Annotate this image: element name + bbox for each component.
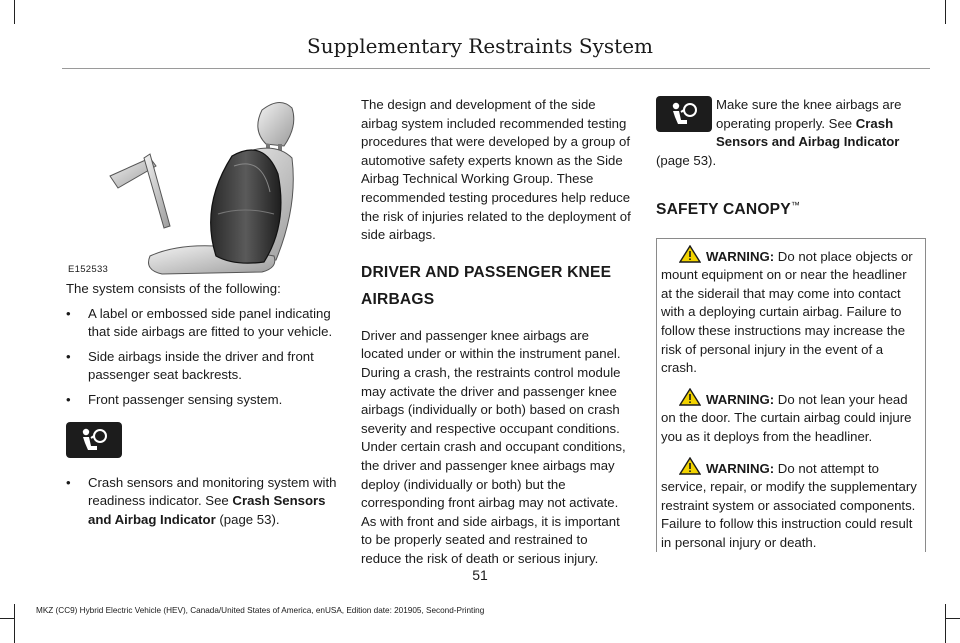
column-right (656, 96, 926, 552)
bullet-glyph: • (66, 348, 71, 364)
footer-edition-text: MKZ (CC9) Hybrid Electric Vehicle (HEV), Canada/United States of America, enUSA, Edition date: 201905, Second-Printing (36, 606, 485, 615)
bullet-glyph: • (66, 305, 71, 321)
warning-item: WARNING: Do not lean your head on the door. The curtain airbag could injure you as it deploys from the headliner. (661, 388, 921, 447)
page-reference: (page 53). (656, 152, 717, 168)
safety-canopy-heading: SAFETY CANOPY™ (656, 200, 801, 219)
warning-box (656, 238, 926, 553)
warning-triangle-icon (679, 388, 701, 406)
knee-airbags-paragraph: Driver and passenger knee airbags are located under or within the instrument panel. During a crash, the restraints control module may activate the driver and passenger knee airbags (individually or both) based on crash severity and respective occupant conditions. Under certain crash and occupant conditions, the driver and passenger knee airbags may deploy (individually or both) but the corresponding front airbag may not activate. As with front and side airbags, it is important to be properly seated and restrained to reduce the risk of death or serious injury. (361, 327, 626, 566)
column-middle (361, 96, 631, 568)
warning-triangle-icon (679, 457, 701, 475)
bullet-glyph: • (66, 391, 71, 407)
system-components-list (66, 305, 338, 410)
crop-mark-bottom-left-v (14, 604, 15, 643)
seat-airbag-figure (66, 96, 338, 276)
warning-item: WARNING: Do not place objects or mount equipment on or near the headliner at the siderail that may come into contact with a deploying curtain airbag. Failure to follow these instructions may increase the risk of personal injury in the event of a crash. (661, 245, 921, 378)
crop-mark-bottom-right-h (946, 618, 960, 619)
warning-triangle-icon (679, 245, 701, 263)
list-item: • Side airbags inside the driver and front passenger seat backrests. (66, 348, 314, 383)
crash-sensor-list (66, 474, 338, 530)
seat-side-airbag-illustration (66, 96, 338, 276)
column-left (66, 96, 338, 535)
airbag-indicator-icon (656, 96, 712, 132)
figure-code: E152533 (68, 264, 109, 275)
list-item: • Crash sensors and monitoring system with readiness indicator. See Crash Sensors and Airbag Indicator (page 53). (66, 474, 337, 527)
crop-mark-top-left-v (14, 0, 15, 24)
crop-mark-top-right-v (945, 0, 946, 24)
crop-mark-bottom-right-v (945, 604, 946, 643)
knee-airbag-check: Make sure the knee airbags are operating properly. See Crash Sensors and Airbag Indicator (page 53). (656, 96, 926, 170)
bullet-glyph: • (66, 474, 71, 490)
warning-item: WARNING: Do not attempt to service, repair, or modify the supplementary restraint system or associated components. Failure to follow this instruction could result in personal injury or death. (661, 457, 921, 553)
crash-sensors-link[interactable]: Crash Sensors and Airbag Indicator (88, 493, 326, 527)
knee-airbags-heading: DRIVER AND PASSENGER KNEE AIRBAGS (361, 263, 612, 308)
system-intro-text: The system consists of the following: (66, 281, 281, 296)
page-header-title: Supplementary Restraints System (307, 34, 653, 58)
list-item: • A label or embossed side panel indicating that side airbags are fitted to your vehicle. (66, 305, 333, 340)
crash-sensors-link[interactable]: Crash Sensors and Airbag Indicator (716, 115, 900, 150)
crop-mark-bottom-left-h (0, 618, 14, 619)
airbag-indicator-icon (66, 422, 122, 458)
header-rule (62, 68, 930, 69)
page-number: 51 (472, 567, 488, 583)
list-item: • Front passenger sensing system. (66, 391, 338, 410)
side-airbag-design-paragraph: The design and development of the side airbag system included recommended testing procedures that were developed by a group of automotive safety experts known as the Side Airbag Technical Working Group. These recommended testing procedures help reduce the risk of injuries related to the deployment of side airbags. (361, 97, 631, 243)
